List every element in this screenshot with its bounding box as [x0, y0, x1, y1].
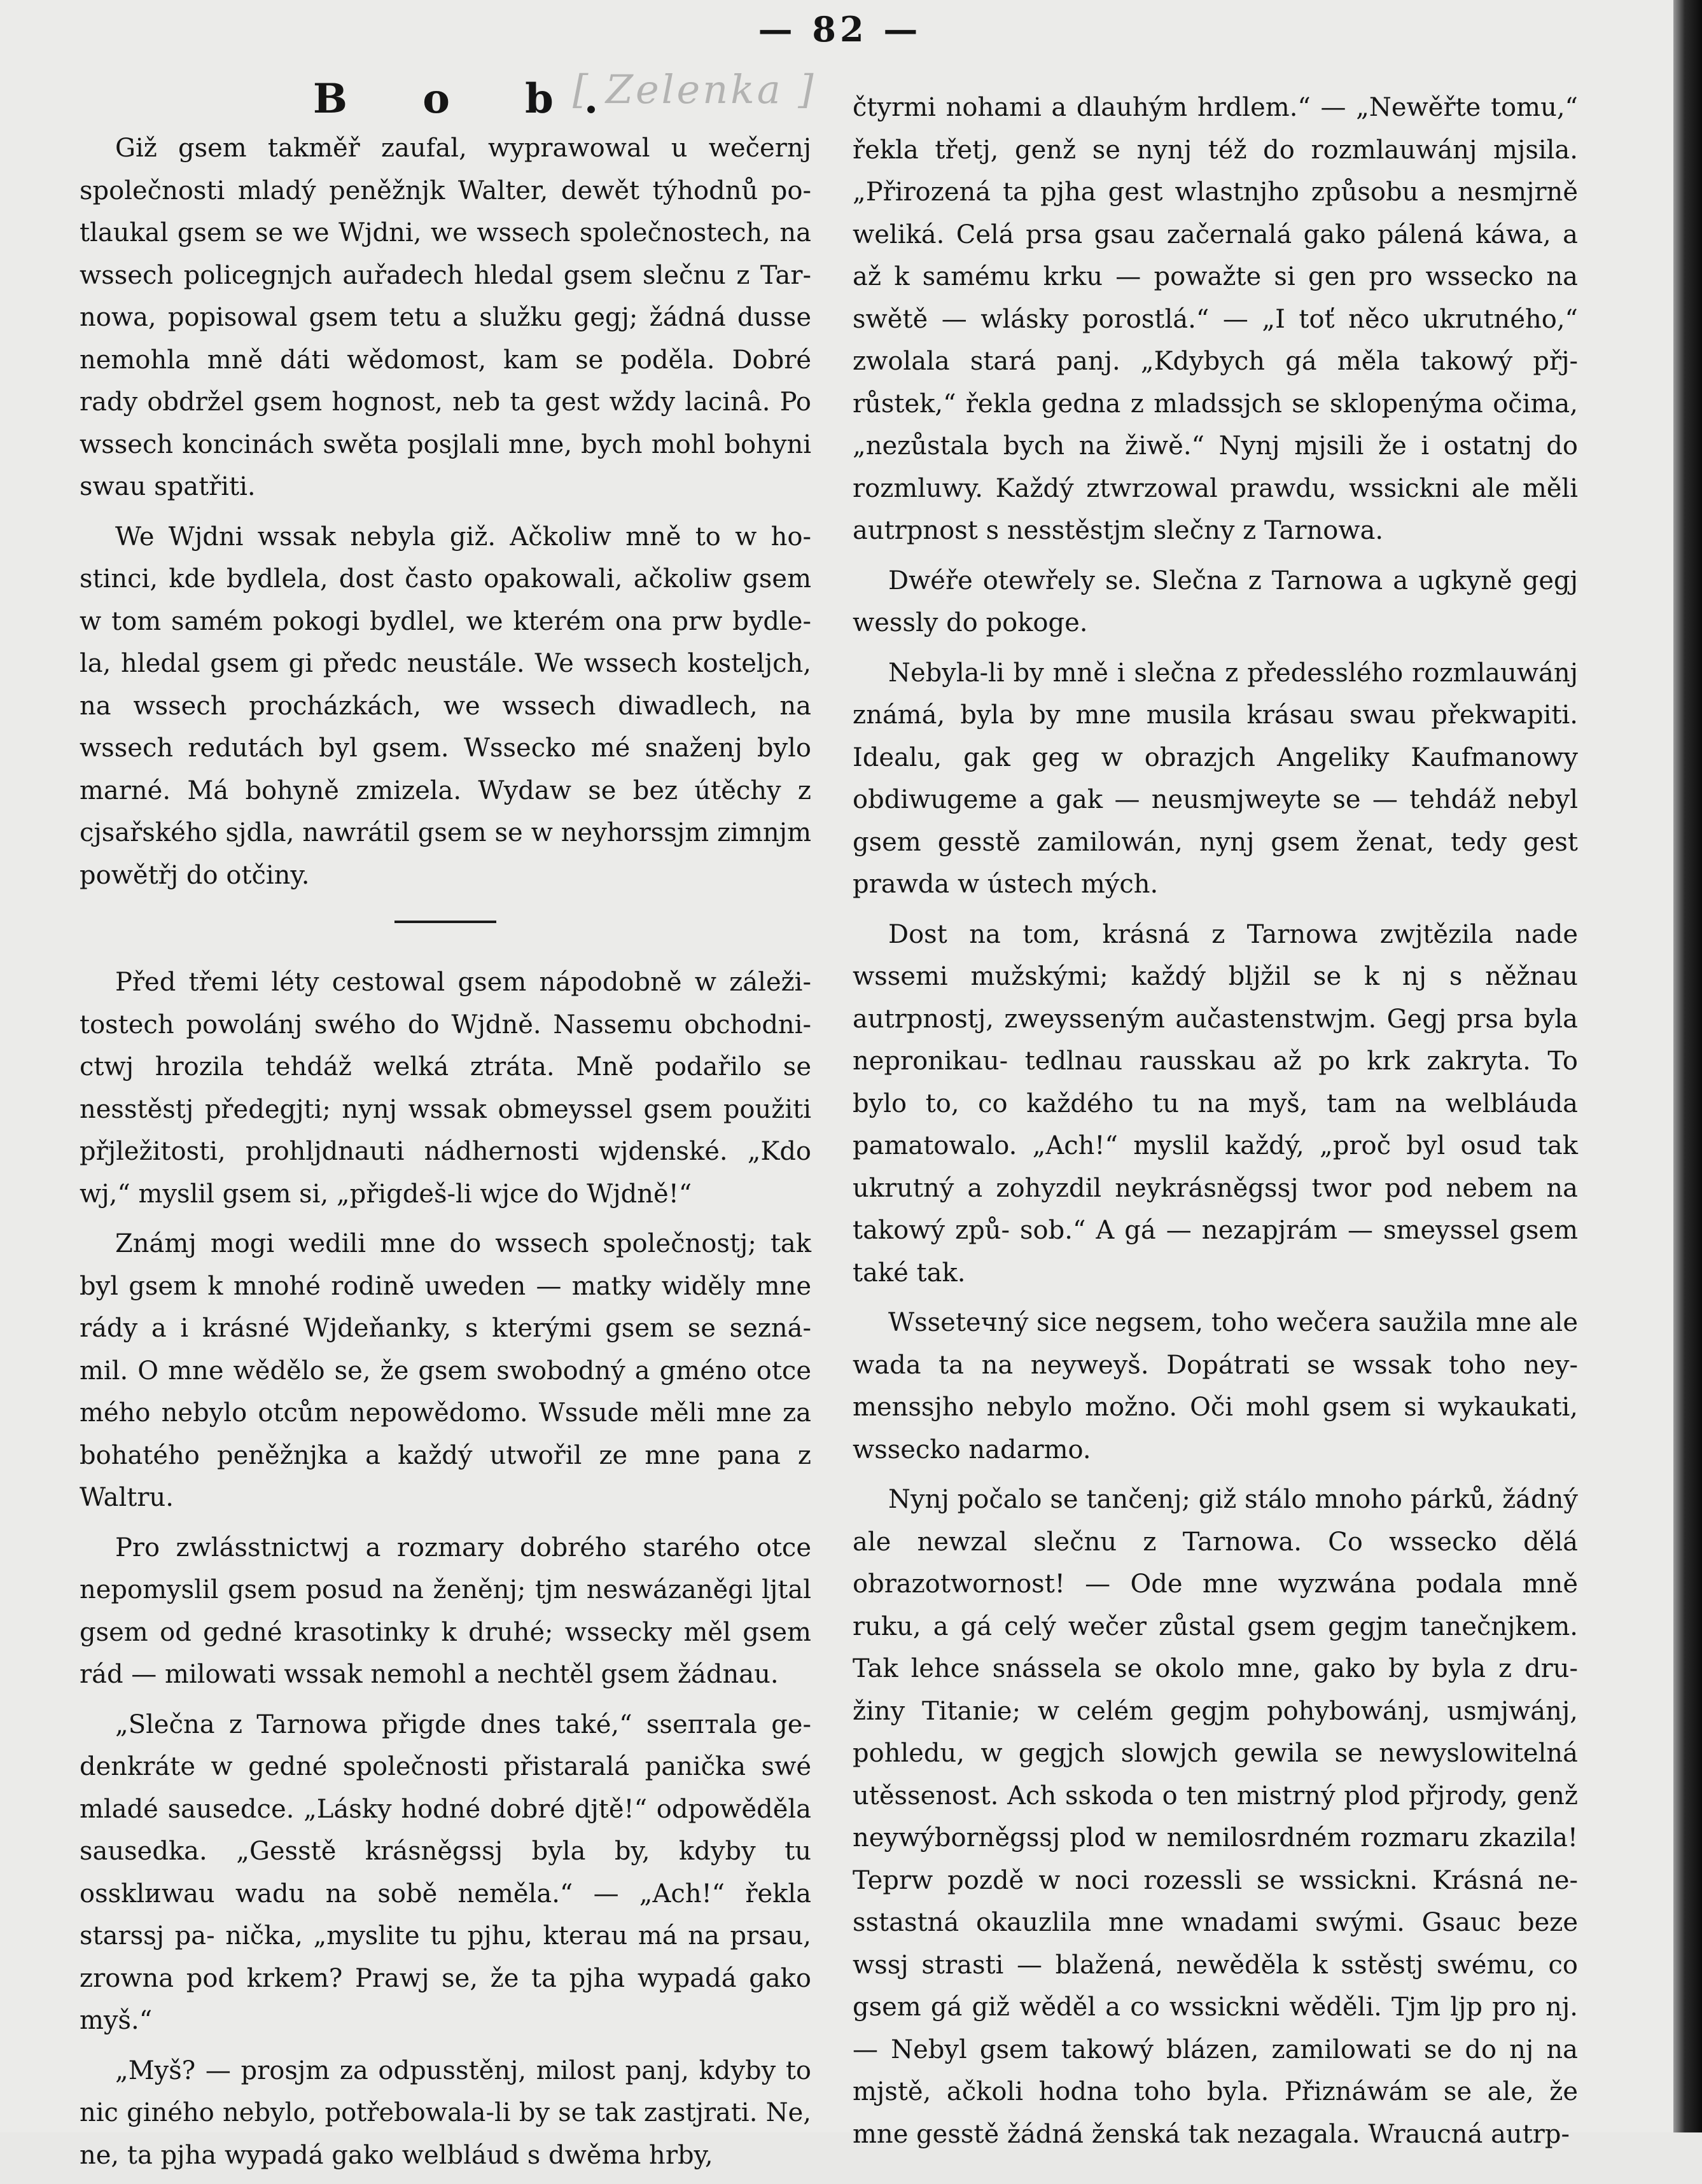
page-number: — 82 — [758, 9, 922, 50]
library-stamp: [ Zelenka ] [573, 66, 816, 113]
article-title: B o b. [312, 75, 629, 123]
paragraph: Známj mogi wedili mne do wssech společnostj; tak byl gsem k mnohé rodině uweden — matky widěly mne rády a i krásné Wjdeňanky, s kterými gsem se sezná- mil. O mne wědělo se, že gsem swobodný a gméno otce mého nebylo otcům nepowědomo. Wssude měli mne za bohatého peněžnjka a každý utwořil ze mne pana z Waltru. [80, 1229, 811, 1512]
left-column [80, 127, 811, 2184]
paragraph: Dwéře otewřely se. Slečna z Tarnowa a ugkyně gegj wessly do pokoge. [853, 566, 1578, 637]
section-divider [394, 921, 496, 923]
paragraph: Wsseteчný sice negsem, toho wečera saužila mne ale wada ta na neywеyš. Dopátrati se wssak toho ney- menssjho nebylo možno. Oči mohl gsem si wykaukati, wssecko nadarmo. [853, 1308, 1578, 1464]
paragraph: čtyrmi nohami a dlauhým hrdlem.“ — „Newěřte tomu,“ řekla třetj, genž se nynj též do rozmlauwánj mjsila. „Přirozená ta pjha gest wlastnjho způsobu a nesmjrně weliká. Celá prsa gsau začernalá gako pálená káwa, a až k samému krku — powažte si gen pro wssecko na swětě — wlásky porostlá.“ — „I toť něco ukrutného,“ zwolala stará panj. „Kdybych gá měla takowý přj- růstek,“ řekla gedna z mladssjch se sklopenýma očima, „nezůstala bych na žiwě.“ Nynj mjsili že i ostatnj do rozmluwy. Každý ztwrzowal prawdu, wssickni ale měli autrpnost s nesstěstjm slečny z Tarnowa. [853, 93, 1578, 545]
paragraph: Nynj počalo se tančenj; giž stálo mnoho párků, žádný ale newzal slečnu z Tarnowa. Co wssecko dělá obrazotwornost! — Ode mne wyzwána podala mně ruku, a gá celý wečer zůstal gsem gegjm tanečnjkem. Tak lehce snássela se okolo mne, gako by byla z dru- žiny Titanie; w celém gegjm pohybowánj, usmjwánj, pohledu, w gegjch slowjch gewila se newyslowitelná utěssenost. Ach sskoda o ten mistrný plod přjrody, genž neywýborněgssj plod w nemilosrdném rozmaru zkazila! Teprw pozdě w noci rozessli se wssickni. Krásná ne- sstastná okauzlila mne wnadami swými. Gsauc beze wssj strasti — blažená, newěděla k sstěstj swému, co gsem gá giž wěděl a co wssickni wěděli. Tjm ljp pro nj. — Nebyl gsem takowý blázen, zamilowati se do nj na mjstě, ačkoli hodna toho byla. Přiznáwám se ale, že mne gesstě žádná ženská tak nezagala. Wraucná autrp- [853, 1485, 1578, 2149]
paragraph: Nebyla-li by mně i slečna z předesslého rozmlauwánj známá, byla by mne musila krásau swau překwapiti. Idealu, gak geg w obrazjch Angeliky Kaufmanowy obdiwugeme a gak — neusmjweyte se — tehdáž nebyl gsem gesstě zamilowán, nynj gsem ženat, tedy gest prawda w ústech mých. [853, 658, 1578, 899]
page-edge-shadow [1673, 0, 1702, 2132]
paragraph: „Myš? — prosjm za odpusstěnj, milost panj, kdyby to nic giného nebylo, potřebowala-li by se tak zastjrati. Ne, ne, ta pjha wypadá gako welbláud s dwěma hrby, [80, 2055, 811, 2170]
paragraph: Pro zwlásstnictwj a rozmary dobrého starého otce nepomyslil gsem posud na ženěnj; tjm neswázaněgi ljtal gsem od gedné krasotinky k druhé; wssecky měl gsem rád — milowati wssak nemohl a nechtěl gsem žádnau. [80, 1533, 811, 1689]
right-column [853, 87, 1578, 2163]
paragraph: „Slečna z Tarnowa přigde dnes také,“ ssептala ge- denkráte w gedné společnosti přistaralá panička swé mladé sausedce. „Lásky hodné dobré djtě!“ odpowěděla sausedka. „Gesstě krásněgssj byla by, kdyby tu ossklиwau wadu na sobě neměla.“ — „Ach!“ řekla starssj pa- nička, „myslite tu pjhu, kterau má na prsau, zrowna pod krkem? Prawj se, že ta pjha wypadá gako myš.“ [80, 1709, 811, 2035]
paragraph: We Wjdni wssak nebyla giž. Ačkoliw mně to w ho- stinci, kde bydlela, dost často opakowali, ačkoliw gsem w tom samém pokogi bydlel, we kterém ona prw bydle- la, hledal gsem gi předc neustále. We wssech kosteljch, na wssech procházkách, we wssech diwadlech, na wssech redutách byl gsem. Wssecko mé snaženj bylo marné. Má bohyně zmizela. Wydaw se bez útěchy z cjsařského sjdla, nawrátil gsem se w neyhorssjm zimnjm powětřj do otčiny. [80, 522, 811, 890]
paragraph: Dost na tom, krásná z Tarnowa zwjtězila nade wssemi mužskými; každý bljžil se k nj s něžnau autrpnostj, zweyssеným aučastenstwjm. Gegj prsa byla nepronikau- tedlnau rausskau až po krk zakryta. To bylo to, co každého tu na myš, tam na welbláuda pamatowalo. „Ach!“ myslil každý, „proč byl osud tak ukrutný a zohyzdil neykrásněgssj twor pod nebem na takowý způ- sob.“ A gá — nezapjrám — smeyssel gsem také tak. [853, 919, 1578, 1288]
paragraph: Giž gsem takměř zaufal, wyprawowal u wečernj společnosti mladý peněžnjk Walter, dewět týhodnů po- tlaukal gsem se we Wjdni, we wssech společnostech, na wssech policegnjch auřadech hledal gsem slečnu z Tar- nowa, popisowal gsem tetu a služku gegj; žádná dusse nemohla mně dáti wědomost, kam se poděla. Dobré rady obdržel gsem hognost, neb ta gest wždy lacinâ. Po wssech koncinách swěta posjlali mne, bych mohl bohyni swau spatřiti. [80, 134, 811, 501]
paragraph: Před třemi léty cestowal gsem nápodobně w záleži- tostech powolánj swého do Wjdně. Nassemu obchodni- ctwj hrozila tehdáž welká ztráta. Mně podařilo se nesstěstj předegjti; nynj wssak obmeyssel gsem použiti přjležitosti, prohljdnauti nádhernosti wjdenské. „Kdo wj,“ myslil gsem si, „přigdeš-li wjce do Wjdně!“ [80, 968, 811, 1209]
